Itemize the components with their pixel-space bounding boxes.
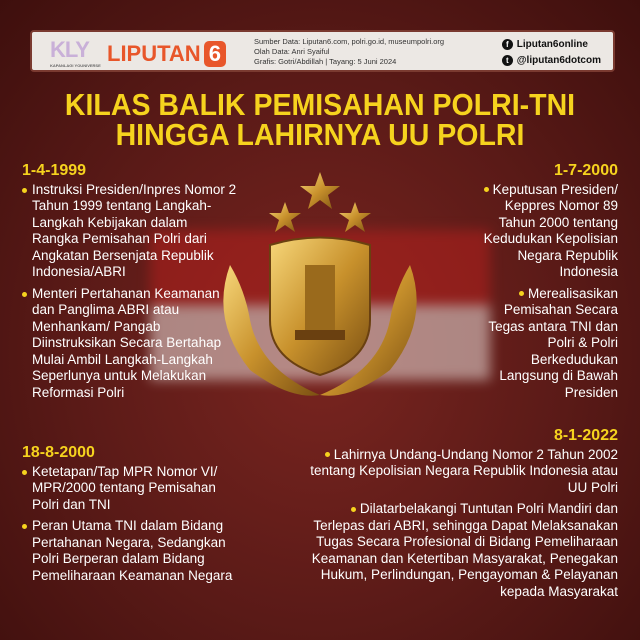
title-line-1: KILAS BALIK PEMISAHAN POLRI-TNI	[64, 87, 576, 122]
brand-text: LIPUTAN	[107, 41, 201, 66]
section-date: 1-7-2000	[553, 162, 618, 179]
section-date: 1-4-1999	[22, 162, 87, 179]
section-18-8-2000	[22, 445, 242, 589]
graphics-text: Grafis: Gotri/Abdillah | Tayang: 5 Juni 2024	[254, 57, 397, 66]
list-item: Peran Utama TNI dalam Bidang Pertahanan Negara, Sedangkan Polri Berperan dalam Bidang Pemeliharaan Keamanan Negara	[22, 518, 242, 584]
facebook-handle: Liputan6online	[516, 39, 588, 50]
section-1-7-2000	[473, 163, 618, 406]
list-item: Instruksi Presiden/Inpres Nomor 2 Tahun 1999 tentang Langkah-Langkah Kebijakan dalam Rangka Pemisahan Polri dari Angkatan Bersenjata Republik Indonesia/ABRI	[22, 182, 237, 281]
list-item: Keputusan Presiden/ Keppres Nomor 89 Tahun 2000 tentang Kedudukan Kepolisian Negara Republik Indonesia	[473, 182, 618, 281]
list-item: Ketetapan/Tap MPR Nomor VI/ MPR/2000 tentang Pemisahan Polri dan TNI	[22, 464, 242, 514]
data-editor-text: Olah Data: Anri Syaiful	[254, 47, 330, 56]
kly-logo	[50, 37, 101, 68]
section-date: 18-8-2000	[22, 444, 95, 461]
star-icon	[269, 202, 301, 232]
star-icon	[339, 202, 371, 232]
list-item: Lahirnya Undang-Undang Nomor 2 Tahun 2002 tentang Kepolisian Negara Republik Indonesia atau UU Polri	[298, 447, 618, 497]
star-icon	[300, 172, 340, 209]
twitter-handle: @liputan6dotcom	[516, 55, 601, 66]
brand-number: 6	[204, 41, 226, 67]
list-item: Menteri Pertahanan Keamanan dan Panglima ABRI atau Menhankam/ Pangab Diinstruksikan Secara Bertahap Mulai Ambil Langkah-Langkah Seperlunya untuk Melakukan Reformasi Polri	[22, 286, 237, 402]
header-banner	[30, 30, 615, 72]
facebook-icon: f	[502, 39, 513, 50]
facebook-link[interactable]	[502, 37, 601, 53]
twitter-icon: t	[502, 55, 513, 66]
social-links	[502, 37, 601, 69]
kly-text: KLY	[50, 37, 89, 62]
title-line-2: HINGGA LAHIRNYA UU POLRI	[115, 117, 525, 152]
section-8-1-2022	[298, 428, 618, 605]
list-item: Merealisasikan Pemisahan Secara Tegas antara TNI dan Polri & Polri Berkedudukan Langsung di Bawah Presiden	[473, 286, 618, 402]
kly-tagline: KAPANLAGI YOUNIVERSE	[50, 63, 101, 68]
liputan6-logo	[107, 41, 226, 67]
source-text: Sumber Data: Liputan6.com, polri.go.id, museumpolri.org	[254, 37, 445, 46]
page-title	[26, 87, 615, 152]
section-1-4-1999	[22, 163, 237, 406]
section-date: 8-1-2022	[553, 427, 618, 444]
twitter-link[interactable]	[502, 53, 601, 69]
credits	[254, 37, 444, 67]
list-item: Dilatarbelakangi Tuntutan Polri Mandiri dan Terlepas dari ABRI, sehingga Dapat Melaksanakan Tugas Secara Profesional di Bidang Pemeliharaan Keamanan dan Ketertiban Masyarakat, Penegakan Hukum, Perlindungan, Pengayoman & Pelayanan kepada Masyarakat	[298, 501, 618, 600]
